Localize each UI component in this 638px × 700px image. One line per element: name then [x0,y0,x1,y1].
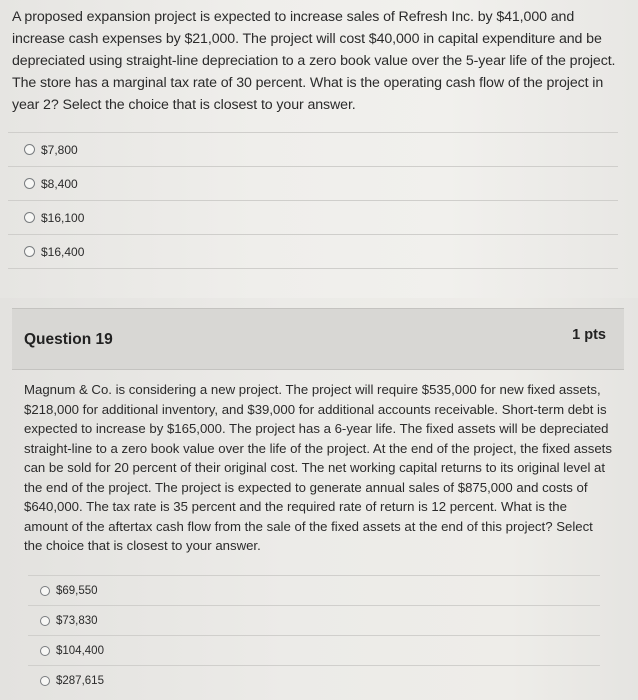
answer-option[interactable] [28,635,600,665]
answer-option[interactable] [8,166,618,200]
radio-button[interactable] [24,246,35,257]
radio-button[interactable] [40,586,50,596]
answer-label: $104,400 [56,644,104,657]
answer-label: $8,400 [41,176,78,191]
question-header [12,308,624,370]
answer-label: $73,830 [56,614,98,627]
answer-option[interactable] [28,665,600,695]
question-19 [0,298,638,700]
question-text: A proposed expansion project is expected to increase sales of Refresh Inc. by $41,000 and increase cash expenses by $21,000. The project will cost $40,000 in capital expenditure and be depreciated using straight-line depreciation to a zero book value over the 5-year life of the project. The store has a marginal tax rate of 30 percent. What is the operating cash flow of the project in year 2? Select the choice that is closest to your answer. [12,9,616,113]
radio-button[interactable] [24,144,35,155]
radio-button[interactable] [40,676,50,686]
answer-list [8,132,618,269]
answer-option[interactable] [8,234,618,269]
answer-label: $287,615 [56,674,104,687]
radio-button[interactable] [24,212,35,223]
answer-label: $7,800 [41,142,78,157]
answer-option[interactable] [28,575,600,605]
answer-label: $69,550 [56,584,98,597]
question-18 [4,0,624,290]
radio-button[interactable] [40,616,50,626]
radio-button[interactable] [40,646,50,656]
question-points: 1 pts [572,327,606,343]
question-title: Question 19 [24,331,113,348]
answer-option[interactable] [8,132,618,166]
answer-list [28,575,600,695]
answer-option[interactable] [28,605,600,635]
answer-label: $16,100 [41,210,85,225]
radio-button[interactable] [24,178,35,189]
answer-label: $16,400 [41,244,85,259]
answer-option[interactable] [8,200,618,234]
question-text: Magnum & Co. is considering a new project. The project will require $535,000 for new fixed assets, $218,000 for additional inventory, and $39,000 for additional accounts receivable. Short-term debt is expected to increase by $165,000. The project has a 6-year life. The fixed assets will be depreciated straight-line to a zero book value over the life of the project. At the end of the project, the fixed assets can be sold for 20 percent of their original cost. The net working capital returns to its original level at the end of the project. The project is expected to generate annual sales of $875,000 and costs of $640,000. The tax rate is 35 percent and the required rate of return is 12 percent. What is the amount of the aftertax cash flow from the sale of the fixed assets at the end of this project? Select the choice that is closest to your answer. [24,382,612,553]
